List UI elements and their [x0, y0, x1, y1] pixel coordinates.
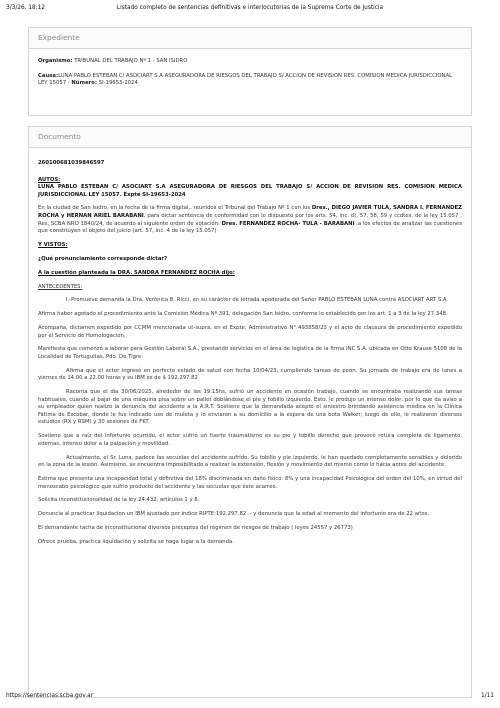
organismo-value: TRIBUNAL DEL TRABAJO Nº 1 - SAN ISIDRO: [74, 58, 188, 64]
causa-label: Causa:: [38, 72, 59, 79]
intro-judges-2: Dres. FERNANDEZ ROCHA- TULA - BARABANI: [221, 220, 355, 227]
numero-separator: -: [66, 80, 72, 87]
numero-label: Número:: [71, 80, 98, 87]
print-page-number: 1/11: [480, 693, 494, 699]
numero-value: SI-19653-2024: [98, 80, 138, 87]
causa-row: [38, 73, 462, 88]
print-footer: [6, 693, 494, 703]
document-code: 260100681039846597: [38, 160, 105, 166]
intro-text-2: , para dictar sentencia de conformidad con lo dispuesto por los arts. 54, inc. d), 57, 58, 59 y ccdtes. de la ley 15.057 , Res. SCBA NRO 1840/24, de acuerdo al siguiente orden de votación:: [38, 213, 462, 227]
intro-text-3: ,a los efectos de analizar las cuestiones que constituyen el objeto del juicio (art. 57, inc. 4 de la ley 15.057): [38, 220, 462, 235]
print-date: 3/3/26, 18:12: [6, 5, 46, 11]
expediente-heading: Expediente: [29, 28, 471, 49]
paragraph-2: Afirma haber agotado el procedimiento ante la Comisión Médica Nº 391, delegación San Isidro, conforme lo establecido por los art. 1 a 3 de la ley 27.348.: [38, 311, 448, 318]
paragraph-9: Estima que presenta una incapacidad total y definitiva del 18% discriminada en daño físico: 8% y una incapacidad Psicológica del orden del 10%, en virtud del menoscabo psicológico que sufrió producto del accidente y las secuelas que éste acarreó.: [38, 476, 462, 490]
intro-text-1: En la ciudad de San Isidro, en la fecha de la firma digital,, reunidos el Tribunal del Trabajo Nº 1 con los: [38, 205, 312, 212]
paragraph-10: Solicita inconstitucionalidad de la ley 24.432, artículos 1 y 8.: [38, 497, 200, 504]
paragraph-4: Manifiesta que comenzó a laborar para Gestión Laboral S.A., prestando servicios en el área de logística de la firma INC S.A. ubicada en Otto Krause 5108 de la Localidad de Tortuguitas, Pdo. De Tigre.: [38, 346, 462, 360]
question-text: ¿Qué pronunciamiento corresponde dictar?: [38, 255, 168, 262]
paragraph-12: El demandante tacha de inconstitucional diversos preceptos del régimen de riesgos de trabajo ( leyes 24557 y 26773): [38, 525, 353, 532]
paragraph-5: Afirma que el actor ingresó en perfecto estado de salud con fecha 10/04/23, cumpliendo tareas de peón. Su jornada de trabajo era de lunes a viernes de 14.00 a 22.00 horas y su IBM es de $ 192.297.82: [38, 367, 462, 382]
causa-value: LUNA PABLO ESTEBAN C/ ASOCIART S.A ASEGURADORA DE RIESGOS DEL TRABAJO S/ ACCION DE REVISION RES. COMISION MEDICA JURISDICCIONAL LEY 15057: [38, 72, 453, 87]
autos-label: AUTOS:: [38, 176, 61, 183]
expediente-panel: [28, 27, 472, 116]
intro-judges-1: Dres., DIEGO JAVIER TULA, SANDRA I. FERNANDEZ ROCHA y HERNAN ARIEL BARABANI: [38, 205, 462, 220]
paragraph-3: Acompaña, dictamen expedido por CCMM mencionada ut-supra, en el Expte. Administrativo N° 493858/23 y el acto de clausura de procedimiento expedido por el Servicio de Homologación.: [38, 325, 462, 339]
paragraph-11: Denuncia al practicar liquidacion un IBM ajustado por indice RIPTE:192.297,82 .- y denuncia que la edad al momento del infortunio era de 22 años.: [38, 511, 430, 518]
organismo-row: [38, 58, 462, 66]
autos-text: LUNA PABLO ESTEBAN C/ ASOCIART S.A ASEGURADORA DE RIESGOS DEL TRABAJO S/ ACCION DE REVISION RES. COMISION MEDICA JURISDICCIONAL LEY 15057. Expte SI-19653-2024: [38, 184, 462, 198]
paragraph-8: Actualmente, el Sr. Luna, padece las secuelas del accidente sufrido. Su tobillo y pie izquierdo, le han quedado completamente sensibles y dolorido en la zona de la lesión. Asimismo, se encuentra imposibilitado a realizar la extensión, flexión y movimiento del mismo como lo hacía antes del accidente.: [38, 454, 462, 469]
print-url: https://sentencias.scba.gov.ar: [6, 693, 94, 699]
documento-heading: Documento: [29, 127, 471, 148]
paragraph-13: Ofrece prueba, practica liquidación y solicita se haga lugar a la demanda.: [38, 538, 234, 545]
vistos-heading: Y VISTOS:: [38, 241, 68, 248]
paragraph-6: Raconta que el día 30/06/2023, alrededor de las 19:15hs, sufrió un accidente en ocasión trabajo, cuando se encontraba realizando sus tareas habituales, cuando al bajar de una máquina pisa sobre un pallet doblándose el pie y tobillo izquierdo. Esto, le produjo un intenso dolor, por lo que da aviso a su empleador quien realizó la denuncia del accidente a la A.R.T. Sostiene que la demandada aceptó el siniestro brindando asistencia médica en la Clínica Fátima de Escobar, donde le fue indicado uso de muleta y lo enviaron a su domicilio a la espera de una bota Walker; luego de ello, le realizaron diversos estudios (RX y RSM) y 30 sesiones de FKT.: [38, 389, 462, 426]
documento-panel: [28, 126, 472, 698]
print-header: [6, 5, 494, 17]
organismo-label: Organismo:: [38, 58, 73, 64]
paragraph-7: Sostiene que a raíz del infortunio ocurrido, el actor sufrió un fuerte traumatismo es su pie y tobillo derecho que provocó rotura completa de ligamento, edemas, intenso dolor a la palpación y movilidad.: [38, 433, 462, 447]
intro-paragraph: [38, 205, 462, 235]
print-title: Listado completo de sentencias definitivas e interlocutorias de la Suprema Corte de Justicia: [116, 5, 384, 11]
paragraph-1: I.-Promueve demanda la Dra. Verónica B. Ricci, en su carácter de letrada apoderada del Señor PABLO ESTEBAN LUNA contra ASOCIART ART S.A.: [66, 297, 449, 304]
antecedentes-heading: ANTECEDENTES:: [38, 283, 83, 290]
cuestion-heading: A la cuestión planteada la DRA. SANDRA FERNANDEZ ROCHA dijo:: [38, 269, 235, 276]
